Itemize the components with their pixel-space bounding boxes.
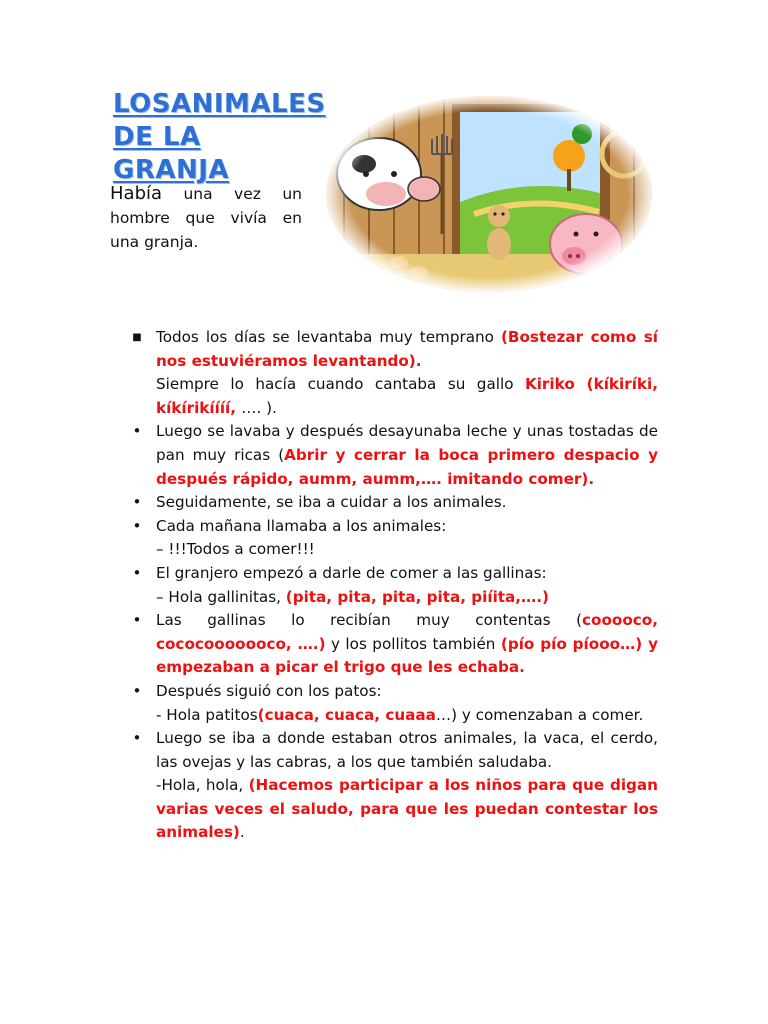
list-item xyxy=(128,420,658,491)
list-item-text: Después siguió con los patos: xyxy=(156,681,382,700)
list-item-text xyxy=(156,373,658,420)
instruction-text: (pío pío píooo…) y empezaban a picar el trigo que les echaba. xyxy=(156,634,659,677)
bullet-icon: • xyxy=(132,563,142,582)
list-item-text: Luego se iba a donde estaban otros animales, la vaca, el cerdo, las ovejas y las cabras, a los que también saludaba. xyxy=(156,729,658,771)
title-line-2: DE LA GRANJA xyxy=(113,122,230,185)
plain-text: Siempre lo hacía cuando cantaba su gallo xyxy=(156,375,525,394)
plain-text: -Hola, hola, xyxy=(156,776,249,795)
list-item-text xyxy=(156,420,658,491)
square-bullet-icon: ■ xyxy=(132,332,142,343)
bullet-icon: • xyxy=(132,493,142,512)
bullet-icon: • xyxy=(132,729,142,748)
intro-paragraph xyxy=(110,182,302,254)
list-item-text xyxy=(156,609,658,680)
list-item xyxy=(128,680,658,727)
bullet-icon: • xyxy=(132,422,142,441)
farm-barn-illustration-icon xyxy=(324,94,654,294)
instruction-text: (Hacemos participar a los niños para que digan varias veces el saludo, para que les puedan contestar los animales) xyxy=(156,776,658,842)
plain-text: – Hola gallinitas, xyxy=(156,587,286,606)
list-item xyxy=(128,727,658,845)
list-item-text xyxy=(156,704,658,728)
list-item xyxy=(128,515,658,562)
list-item-text xyxy=(156,586,658,610)
list-item xyxy=(128,491,658,515)
instruction-text: Kiriko (kíkiríki, kíkírikíííí, xyxy=(156,375,658,417)
plain-text: y los pollitos también xyxy=(325,634,501,653)
bullet-icon: • xyxy=(132,611,142,630)
list-item xyxy=(128,609,658,680)
page-title xyxy=(113,88,326,187)
plain-text: - Hola patitos xyxy=(156,705,258,724)
list-item-text: El granjero empezó a darle de comer a las gallinas: xyxy=(156,563,547,582)
plain-text: Todos los días se levantaba muy temprano xyxy=(156,328,501,346)
plain-text: …) y comenzaban a comer. xyxy=(435,705,644,724)
plain-text: Las gallinas lo recibían muy contentas ( xyxy=(156,611,583,630)
plain-text: …. ). xyxy=(241,398,277,417)
plain-text: . xyxy=(239,823,245,842)
list-item-text xyxy=(156,326,658,373)
list-item-text: Seguidamente, se iba a cuidar a los animales. xyxy=(156,493,507,512)
instruction-text: cooooco, cococooooooco, ….) xyxy=(156,611,658,653)
instruction-text: Abrir y cerrar la boca primero despacio y después rápido, aumm, aumm,…. imitando comer). xyxy=(156,445,658,488)
instruction-text: (cuaca, cuaca, cuaaa xyxy=(257,705,436,724)
list-item-text: Cada mañana llamaba a los animales: xyxy=(156,516,447,535)
instruction-text: (pita, pita, pita, pita, piíita,….) xyxy=(285,587,549,606)
list-item-text: – !!!Todos a comer!!! xyxy=(156,540,315,559)
intro-text: una vez un hombre que vivía en una granja. xyxy=(110,185,302,251)
intro-first-word: Había xyxy=(110,183,163,204)
title-line-1: LOSANIMALES xyxy=(113,89,326,119)
bullet-icon: • xyxy=(132,681,142,700)
list-item xyxy=(128,326,658,420)
instruction-text: (Bostezar como sí nos estuviéramos levantando). xyxy=(156,328,658,370)
list-item-text xyxy=(156,774,658,845)
plain-text: Luego se lavaba y después desayunaba leche y unas tostadas de pan muy ricas ( xyxy=(156,422,658,464)
list-item xyxy=(128,562,658,609)
bullet-icon: • xyxy=(132,516,142,535)
story-list xyxy=(128,326,658,845)
